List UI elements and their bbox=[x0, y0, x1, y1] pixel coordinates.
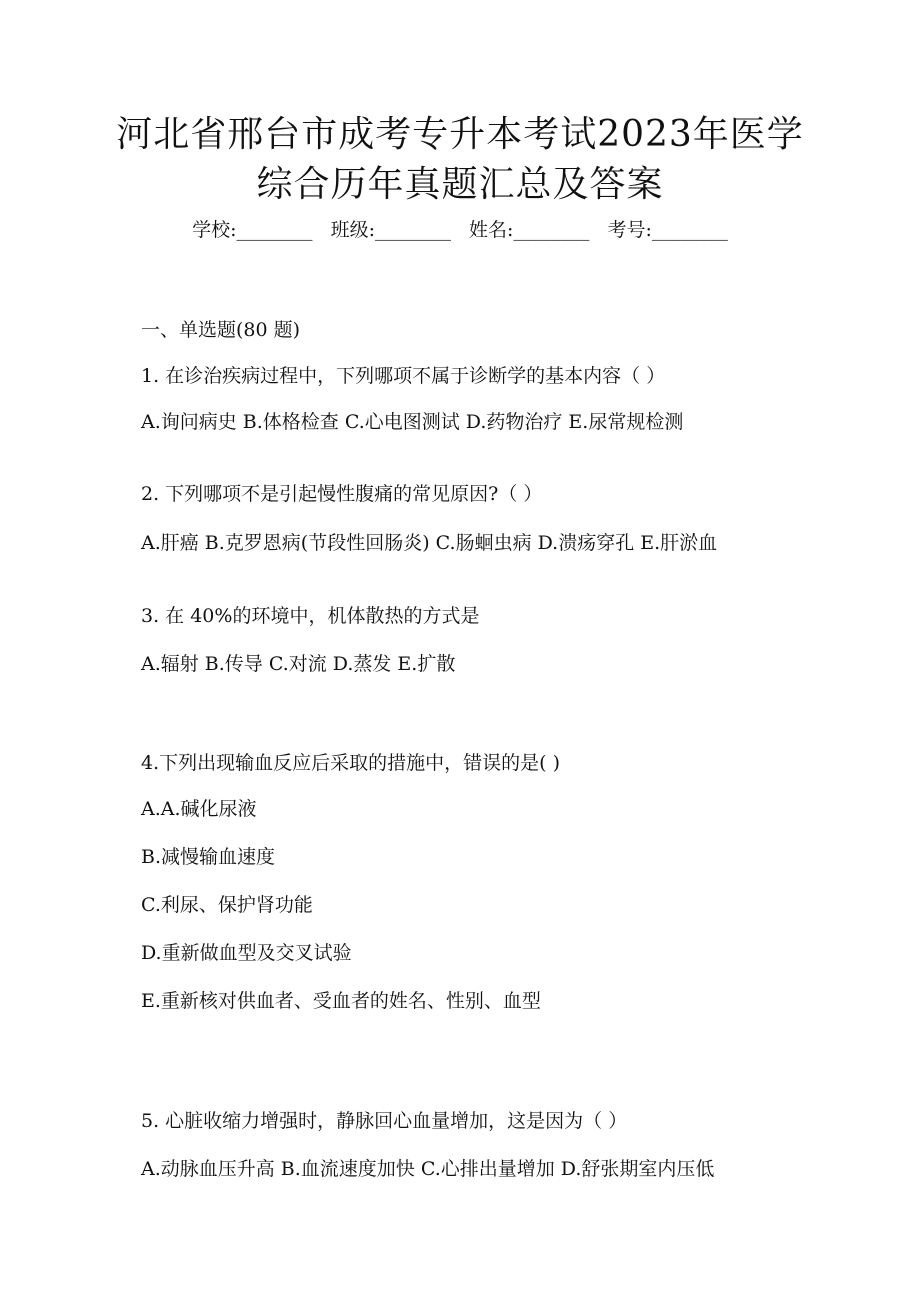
question-4-option-a: A.A.碱化尿液 bbox=[141, 798, 257, 820]
name-field: 姓名:________ bbox=[469, 219, 590, 241]
exam-number-field: 考号:________ bbox=[607, 219, 728, 241]
title-line-1: 河北省邢台市成考专升本考试2023年医学 bbox=[116, 114, 804, 155]
section-heading: 一、单选题(80 题) bbox=[141, 319, 301, 341]
question-4-option-d: D.重新做血型及交叉试验 bbox=[141, 942, 352, 964]
question-2-options: A.肝癌 B.克罗恩病(节段性回肠炎) C.肠蛔虫病 D.溃疡穿孔 E.肝淤血 bbox=[141, 532, 718, 554]
student-info-row bbox=[0, 216, 920, 244]
question-3-stem: 3. 在 40%的环境中，机体散热的方式是 bbox=[141, 605, 480, 627]
question-4-option-c: C.利尿、保护肾功能 bbox=[141, 894, 313, 916]
question-4-option-e: E.重新核对供血者、受血者的姓名、性别、血型 bbox=[141, 990, 541, 1012]
question-5-stem: 5. 心脏收缩力增强时，静脉回心血量增加，这是因为（ ） bbox=[141, 1110, 628, 1132]
question-1-options: A.询问病史 B.体格检查 C.心电图测试 D.药物治疗 E.尿常规检测 bbox=[141, 411, 684, 433]
question-4-option-b: B.减慢输血速度 bbox=[141, 846, 276, 868]
question-3-options: A.辐射 B.传导 C.对流 D.蒸发 E.扩散 bbox=[141, 653, 456, 675]
class-field: 班级:________ bbox=[330, 219, 451, 241]
school-field: 学校:________ bbox=[192, 219, 313, 241]
question-1-stem: 1. 在诊治疾病过程中，下列哪项不属于诊断学的基本内容（ ） bbox=[141, 365, 666, 387]
question-4-stem: 4.下列出现输血反应后采取的措施中，错误的是( ) bbox=[141, 752, 560, 774]
question-2-stem: 2. 下列哪项不是引起慢性腹痛的常见原因?（ ） bbox=[141, 483, 543, 505]
question-5-options: A.动脉血压升高 B.血流速度加快 C.心排出量增加 D.舒张期室内压低 bbox=[141, 1158, 715, 1180]
title-line-2: 综合历年真题汇总及答案 bbox=[256, 164, 664, 205]
